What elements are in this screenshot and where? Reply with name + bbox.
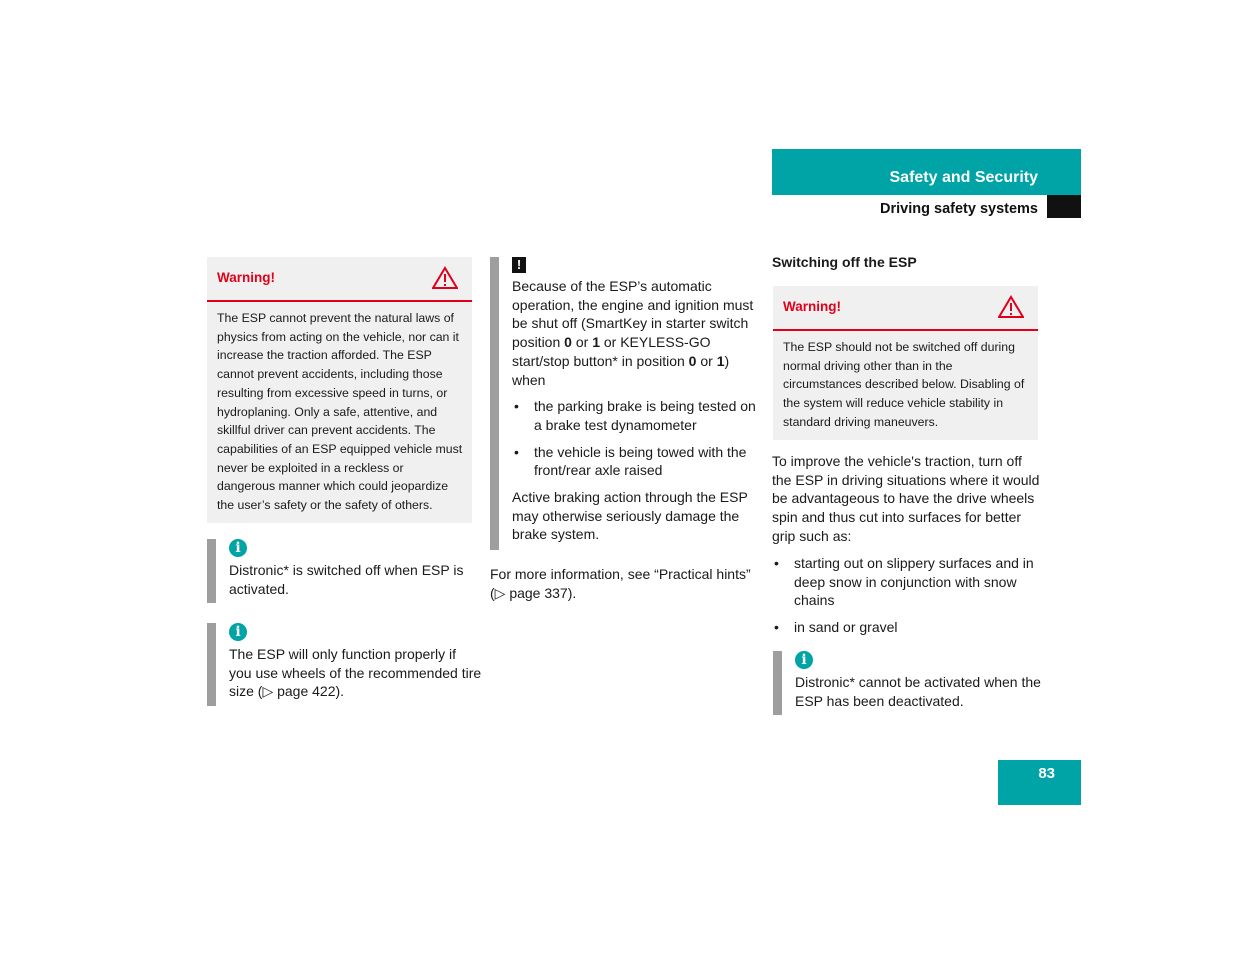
warning-box-physics: [207, 257, 472, 523]
warning-triangle-icon: [432, 266, 458, 290]
warning-triangle-icon: [998, 295, 1024, 319]
info-note-distronic-deactivated: [773, 651, 1048, 715]
warning-header: [207, 257, 472, 302]
warning-header: [773, 286, 1038, 331]
note-text: Distronic* cannot be activated when the ESP has been deactivated.: [795, 674, 1041, 709]
list-item: • starting out on slippery surfaces and in deep snow in conjunction with snow chains: [772, 554, 1038, 610]
traction-paragraph: To improve the vehicle's traction, turn off the ESP in driving situations where it would be advantageous to have the drive wheels spin and thus cut into surfaces for better grip such as:: [772, 453, 1040, 544]
list-item: • the vehicle is being towed with the front/rear axle raised: [512, 443, 758, 480]
caution-note-esp-shutoff: [490, 257, 758, 550]
note-text: The ESP will only function properly if you use wheels of the recommended tire size (▷ page 422).: [229, 646, 482, 700]
info-icon: i: [229, 539, 247, 557]
traction-bullet-list: [772, 554, 1038, 637]
info-note-distronic: [207, 539, 482, 603]
caution-bullet-list: [512, 397, 758, 480]
warning-text: The ESP should not be switched off during normal driving other than in the circumstances described below. Disabling of the system will reduce vehicle stability in standard driving maneuvers.: [783, 340, 1025, 429]
caution-after: Active braking action through the ESP may otherwise seriously damage the brake system.: [512, 489, 748, 543]
section-heading: Switching off the ESP: [772, 254, 917, 270]
warning-text: The ESP cannot prevent the natural laws of physics from acting on the vehicle, nor can it increase the traction afforded. The ESP cannot prevent accidents, including those resulting from excessive speed in turns, or hydroplaning. Only a safe, attentive, and skillful driver can prevent accidents. The capabilities of an ESP equipped vehicle must never be exploited in a reckless or dangerous manner which could jeopardize the user’s safety or the safety of others.: [217, 311, 463, 513]
info-icon: i: [795, 651, 813, 669]
page-number: 83: [1038, 765, 1055, 782]
warning-box-switch-off: [773, 286, 1038, 440]
subsection-marker: [1047, 195, 1081, 218]
note-text: Distronic* is switched off when ESP is activated.: [229, 562, 464, 597]
list-item: • in sand or gravel: [772, 618, 1038, 637]
section-title: Safety and Security: [889, 169, 1038, 186]
caution-intro: Because of the ESP’s automatic operation, the engine and ignition must be shut off (SmartKey in starter switch position 0 or 1 or KEYLESS-GO start/stop button* in position 0 or 1) when: [512, 278, 754, 388]
info-note-tire-size: [207, 623, 482, 706]
exclamation-icon: !: [512, 257, 526, 273]
warning-label: Warning!: [217, 270, 275, 285]
more-info-text: For more information, see “Practical hints” (▷ page 337).: [490, 566, 751, 601]
subsection-title: Driving safety systems: [880, 201, 1038, 217]
list-item: • the parking brake is being tested on a brake test dynamometer: [512, 397, 758, 434]
info-icon: i: [229, 623, 247, 641]
warning-label: Warning!: [783, 299, 841, 314]
